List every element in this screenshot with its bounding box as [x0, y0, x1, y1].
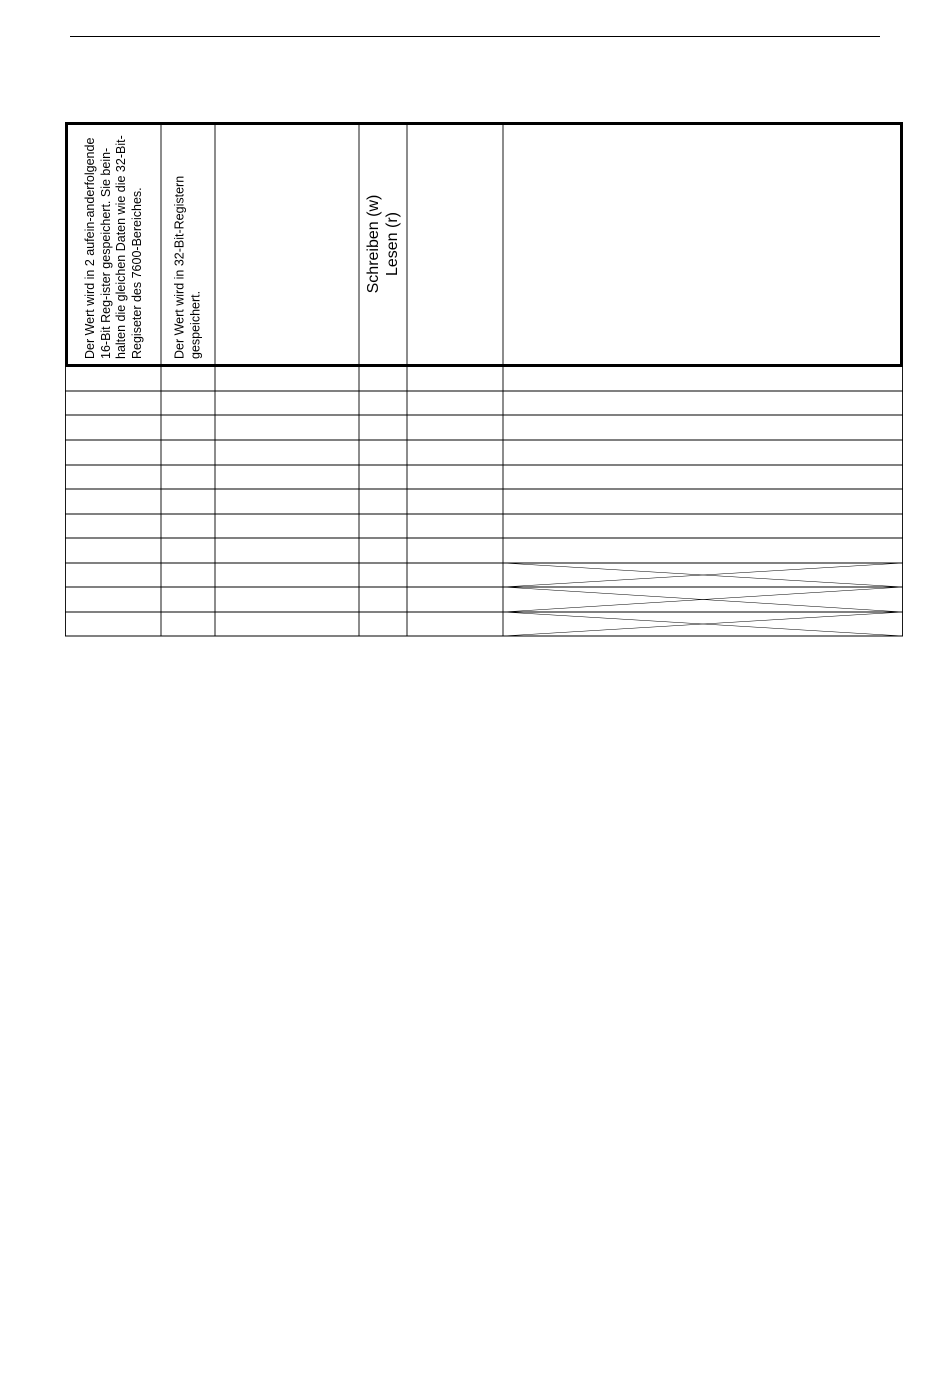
header-col2-note: Der Wert wird in 32-Bit-Registern gespeichert.	[172, 175, 202, 359]
header-write-label: Schreiben (w)	[365, 194, 382, 294]
header-col2-rotated	[173, 129, 204, 359]
header-col1-note: Der Wert wird in 2 aufein-anderfolgende 16-Bit Reg-ister gespeichert. Sie bein-halten die gleichen Daten wie die 32-Bit-Regiseter des 7600-Bereiches.	[83, 135, 144, 359]
row-lines	[65, 391, 903, 636]
header-cell-col4	[361, 122, 405, 366]
crossed-out-cells	[503, 563, 903, 636]
header-cell-col1	[69, 122, 159, 366]
header-read-label: Lesen (r)	[384, 211, 401, 277]
header-cell-col2	[163, 122, 213, 366]
header-cell-col5	[409, 122, 501, 366]
top-rule	[70, 36, 880, 37]
header-cell-col6	[505, 122, 899, 366]
header-col4-rotated	[364, 129, 402, 359]
header-cell-col3	[217, 122, 357, 366]
register-table	[65, 122, 903, 637]
header-col1-rotated	[83, 129, 145, 359]
